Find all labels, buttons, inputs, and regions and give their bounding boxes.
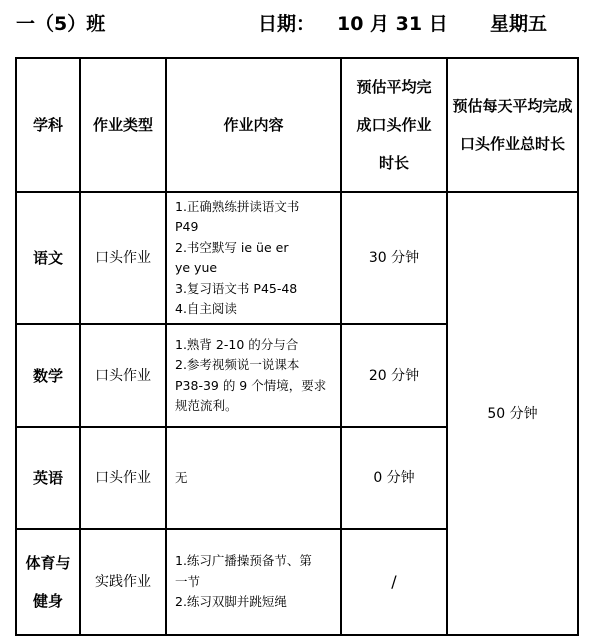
subject-label: 体育与 <box>25 554 71 572</box>
content-cell <box>166 324 341 427</box>
header-content: 作业内容 <box>166 58 341 192</box>
content-line: 2.书空默写 ie üe er <box>175 239 289 255</box>
time-cell: / <box>341 529 447 635</box>
content-line: 4.自主阅读 <box>175 301 237 316</box>
header-daily-total <box>447 58 578 192</box>
header-avg-time-line: 成口头作业 <box>356 116 432 134</box>
content-line: 无 <box>175 469 188 485</box>
subject-label: 英语 <box>32 469 63 487</box>
type-cell: 口头作业 <box>80 427 166 529</box>
subject-cell <box>16 192 80 324</box>
subject-label: 健身 <box>32 592 63 610</box>
subject-cell <box>16 427 80 529</box>
subject-cell <box>16 529 80 635</box>
content-line: 3.复习语文书 P45-48 <box>175 280 298 296</box>
table-header-row <box>16 58 578 192</box>
subject-label: 语文 <box>32 249 63 267</box>
page-header <box>0 0 596 52</box>
content-line: P38-39 的 9 个情境，要求 <box>175 377 327 393</box>
header-avg-time-line: 预估平均完 <box>356 78 432 96</box>
daily-total-cell: 50 分钟 <box>447 192 578 635</box>
class-name: 一（5）班 <box>16 13 106 35</box>
content-cell <box>166 192 341 324</box>
content-line: ye yue <box>175 260 218 275</box>
date-value: 10 月 31 日 <box>337 13 448 35</box>
homework-table <box>15 57 579 636</box>
header-type: 作业类型 <box>80 58 166 192</box>
table-row <box>16 192 578 324</box>
header-subject: 学科 <box>16 58 80 192</box>
content-line: 规范流利。 <box>175 398 238 413</box>
content-line: P49 <box>175 219 199 234</box>
weekday: 星期五 <box>490 13 548 35</box>
header-daily-total-line: 口头作业总时长 <box>459 135 565 153</box>
header-avg-time <box>341 58 447 192</box>
type-cell: 实践作业 <box>80 529 166 635</box>
date-label: 日期： <box>258 13 316 35</box>
time-cell: 20 分钟 <box>341 324 447 427</box>
subject-cell <box>16 324 80 427</box>
content-line: 1.熟背 2-10 的分与合 <box>175 336 299 352</box>
content-line: 2.练习双脚并跳短绳 <box>175 594 287 610</box>
type-cell: 口头作业 <box>80 324 166 427</box>
content-cell <box>166 427 341 529</box>
content-cell <box>166 529 341 635</box>
subject-label: 数学 <box>32 366 63 385</box>
header-avg-time-line: 时长 <box>378 154 409 172</box>
header-daily-total-line: 预估每天平均完成 <box>452 97 573 115</box>
content-line: 1.正确熟练拼读语文书 <box>175 198 300 214</box>
time-cell: 0 分钟 <box>341 427 447 529</box>
content-line: 1.练习广播操预备节、第 <box>175 553 312 569</box>
content-line: 一节 <box>175 573 201 589</box>
time-cell: 30 分钟 <box>341 192 447 324</box>
type-cell: 口头作业 <box>80 192 166 324</box>
content-line: 2.参考视频说一说课本 <box>175 357 300 372</box>
